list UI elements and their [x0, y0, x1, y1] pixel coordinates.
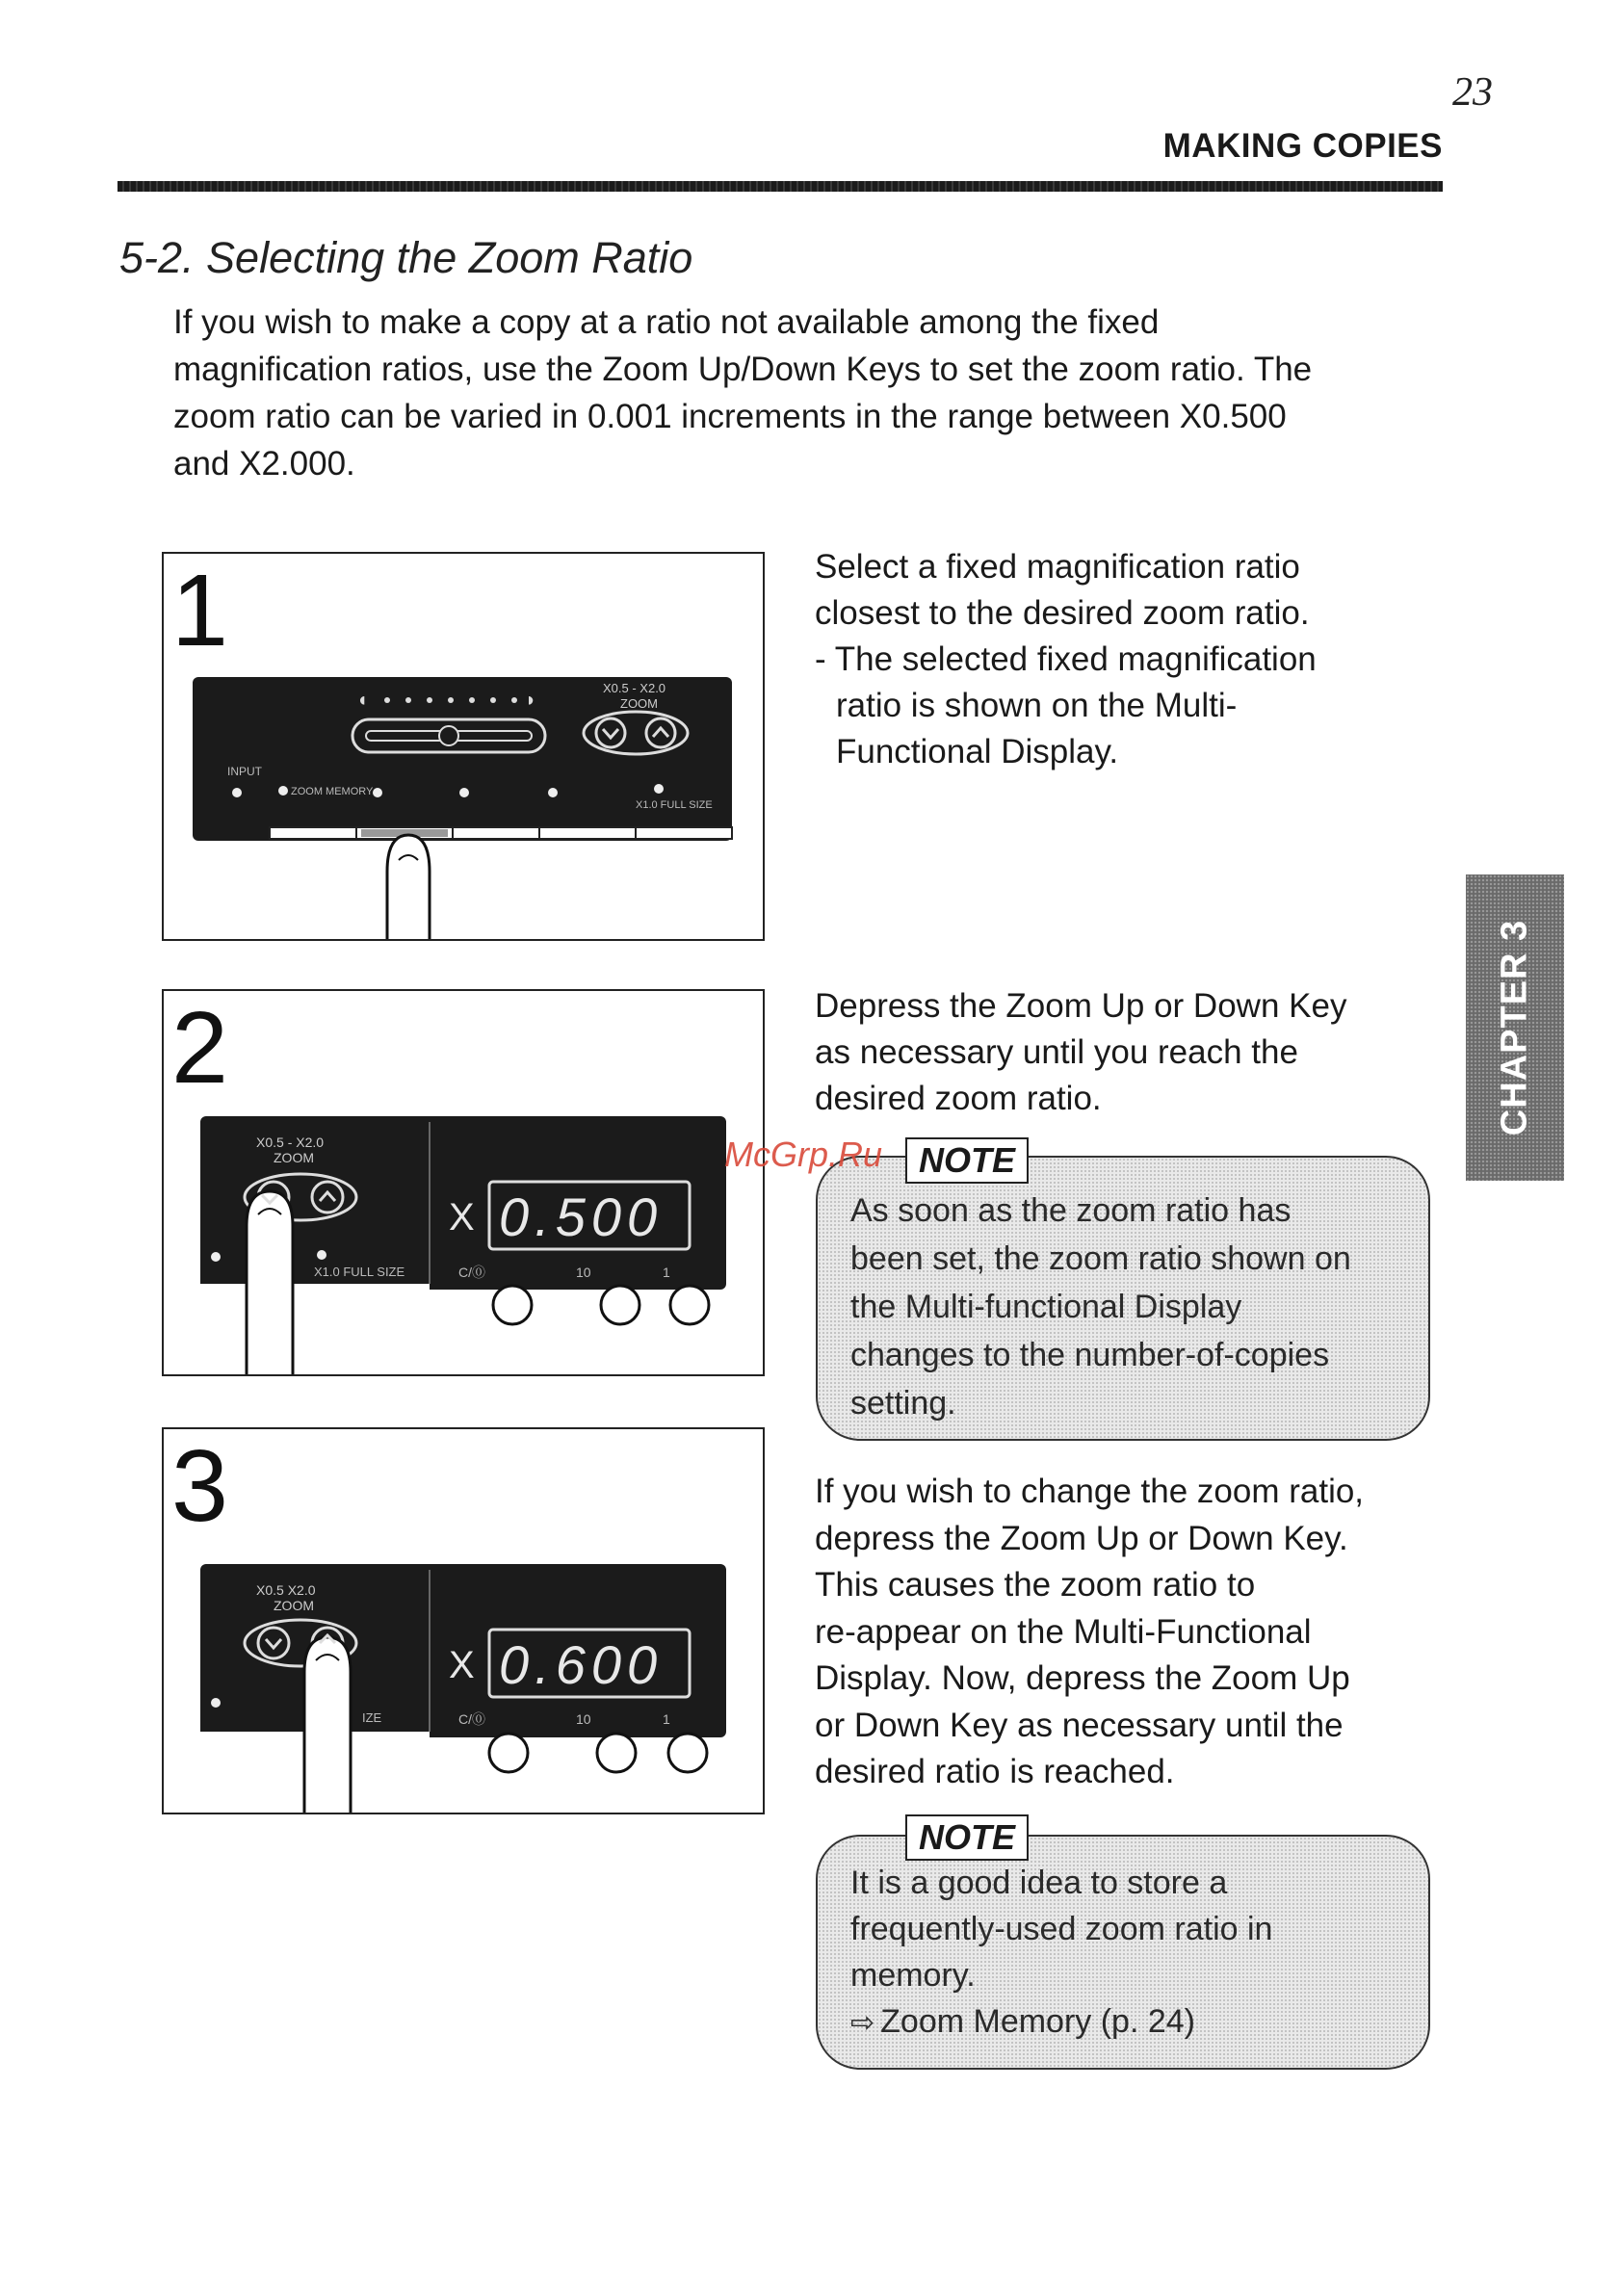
step-3-line: desired ratio is reached.: [815, 1753, 1175, 1790]
display-value: 0.500: [499, 1187, 664, 1247]
step-3-text: [815, 1469, 1412, 1796]
note-1-line: the Multi-functional Display: [850, 1289, 1242, 1325]
one-key[interactable]: [670, 1286, 709, 1324]
step-1-illustration: [162, 552, 765, 941]
zoom-range-label: X0.5 X2.0: [256, 1582, 316, 1598]
ten-key-label: 10: [576, 1265, 591, 1280]
clear-key[interactable]: [489, 1734, 528, 1772]
step-3-line: Display. Now, depress the Zoom Up: [815, 1659, 1350, 1697]
step-1-line: Select a fixed magnification ratio: [815, 548, 1300, 586]
zoom-memory-label: ZOOM MEMORY: [291, 786, 374, 797]
led-indicator: [211, 1698, 221, 1708]
note-1-line: As soon as the zoom ratio has: [850, 1192, 1292, 1229]
running-head: MAKING COPIES: [1162, 127, 1443, 165]
step-2-line: Depress the Zoom Up or Down Key: [815, 987, 1347, 1025]
intro-line: and X2.000.: [173, 445, 355, 483]
note-2-line: frequently-used zoom ratio in: [850, 1911, 1273, 1947]
ten-key[interactable]: [597, 1734, 636, 1772]
section-title: 5-2. Selecting the Zoom Ratio: [119, 233, 693, 282]
clear-key[interactable]: [493, 1286, 532, 1324]
step-1-text: [815, 544, 1393, 775]
page-number: 23: [1452, 70, 1493, 115]
header-rule: [117, 181, 1443, 192]
led-indicator: [211, 1252, 221, 1262]
note-box-1: [816, 1156, 1430, 1441]
note-1-line: setting.: [850, 1385, 956, 1422]
note-1-body: [850, 1187, 1419, 1427]
density-light-icon: ◖: [356, 690, 369, 711]
watermark: McGrp.Ru: [724, 1135, 883, 1174]
full-size-label: X1.0 FULL SIZE: [636, 799, 713, 811]
note-2-reference[interactable]: [850, 1998, 1419, 2047]
step-3-panel-drawing: [164, 1429, 763, 1813]
zoom-range-label: X0.5 - X2.0: [256, 1135, 325, 1150]
intro-line: If you wish to make a copy at a ratio not available among the fixed: [173, 303, 1160, 341]
step-3-line: If you wish to change the zoom ratio,: [815, 1473, 1365, 1510]
finger-pointer-icon: [387, 835, 430, 939]
finger-pointer-icon: [304, 1637, 351, 1813]
note-1-line: changes to the number-of-copies: [850, 1337, 1330, 1373]
full-size-label: X1.0 FULL SIZE: [314, 1265, 405, 1279]
clear-key-label: C/⓪: [458, 1265, 485, 1280]
display-value: 0.600: [499, 1634, 664, 1695]
zoom-label: ZOOM: [274, 1150, 314, 1165]
finger-pointer-icon: [247, 1191, 293, 1374]
step-3-line: This causes the zoom ratio to: [815, 1566, 1256, 1604]
note-1-line: been set, the zoom ratio shown on: [850, 1240, 1351, 1277]
bullet-line: Functional Display.: [836, 733, 1119, 770]
input-label: INPUT: [227, 765, 262, 778]
intro-line: magnification ratios, use the Zoom Up/Down Keys to set the zoom ratio. The: [173, 351, 1313, 388]
intro-line: zoom ratio can be varied in 0.001 increments in the range between X0.500: [173, 398, 1287, 435]
step-2-text: [815, 983, 1393, 1122]
step-1-bullet: [815, 637, 1393, 775]
memory-key-strip[interactable]: [270, 827, 732, 839]
note-2-body: [850, 1860, 1419, 2047]
one-key-label: 1: [663, 1711, 670, 1727]
led-indicator: [548, 788, 558, 797]
full-size-label: IZE: [362, 1710, 382, 1725]
zoom-range-label: X0.5 - X2.0: [603, 681, 666, 695]
step-3-line: re-appear on the Multi-Functional: [815, 1612, 1312, 1651]
one-key[interactable]: [668, 1734, 707, 1772]
bullet-line: ratio is shown on the Multi-: [836, 687, 1238, 724]
slider-knob[interactable]: [439, 726, 458, 745]
density-dark-icon: ◗: [525, 690, 537, 711]
intro-paragraph: [173, 299, 1416, 487]
note-2-line: It is a good idea to store a: [850, 1865, 1228, 1901]
ten-key[interactable]: [601, 1286, 639, 1324]
step-1-line: closest to the desired zoom ratio.: [815, 594, 1310, 632]
step-2-line: as necessary until you reach the: [815, 1033, 1298, 1071]
right-arrow-icon: ⇨: [850, 2007, 875, 2039]
step-2-number: 2: [171, 991, 228, 1105]
step-3-line: or Down Key as necessary until the: [815, 1706, 1344, 1744]
zoom-label: ZOOM: [274, 1598, 314, 1613]
led-indicator: [232, 788, 242, 797]
step-1-panel-drawing: [164, 554, 763, 939]
led-indicator: [373, 788, 382, 797]
panel-edge: [200, 1284, 430, 1293]
note-2-label: NOTE: [905, 1814, 1029, 1861]
led-indicator: [317, 1250, 326, 1260]
step-3-line: depress the Zoom Up or Down Key.: [815, 1519, 1348, 1557]
ten-key-label: 10: [576, 1711, 591, 1727]
chapter-tab-label: CHAPTER 3: [1494, 919, 1535, 1136]
note-1-label: NOTE: [905, 1137, 1029, 1184]
step-2-illustration: [162, 989, 765, 1376]
step-3-illustration: [162, 1427, 765, 1814]
display-prefix: X: [449, 1196, 475, 1239]
zoom-label: ZOOM: [620, 696, 658, 711]
step-3-number: 3: [171, 1429, 228, 1543]
note-2-line: memory.: [850, 1957, 976, 1994]
led-indicator: [459, 788, 469, 797]
bullet-line: - The selected fixed magnification: [815, 640, 1317, 678]
led-indicator: [654, 784, 664, 794]
display-prefix: X: [449, 1644, 475, 1686]
clear-key-label: C/⓪: [458, 1711, 485, 1727]
reference-link[interactable]: Zoom Memory (p. 24): [880, 2003, 1195, 2040]
step-1-number: 1: [171, 554, 228, 667]
step-2-panel-drawing: [164, 991, 763, 1374]
chapter-tab[interactable]: [1466, 874, 1564, 1181]
led-indicator: [278, 786, 288, 796]
step-2-line: desired zoom ratio.: [815, 1080, 1102, 1117]
one-key-label: 1: [663, 1265, 670, 1280]
note-box-2: [816, 1835, 1430, 2070]
